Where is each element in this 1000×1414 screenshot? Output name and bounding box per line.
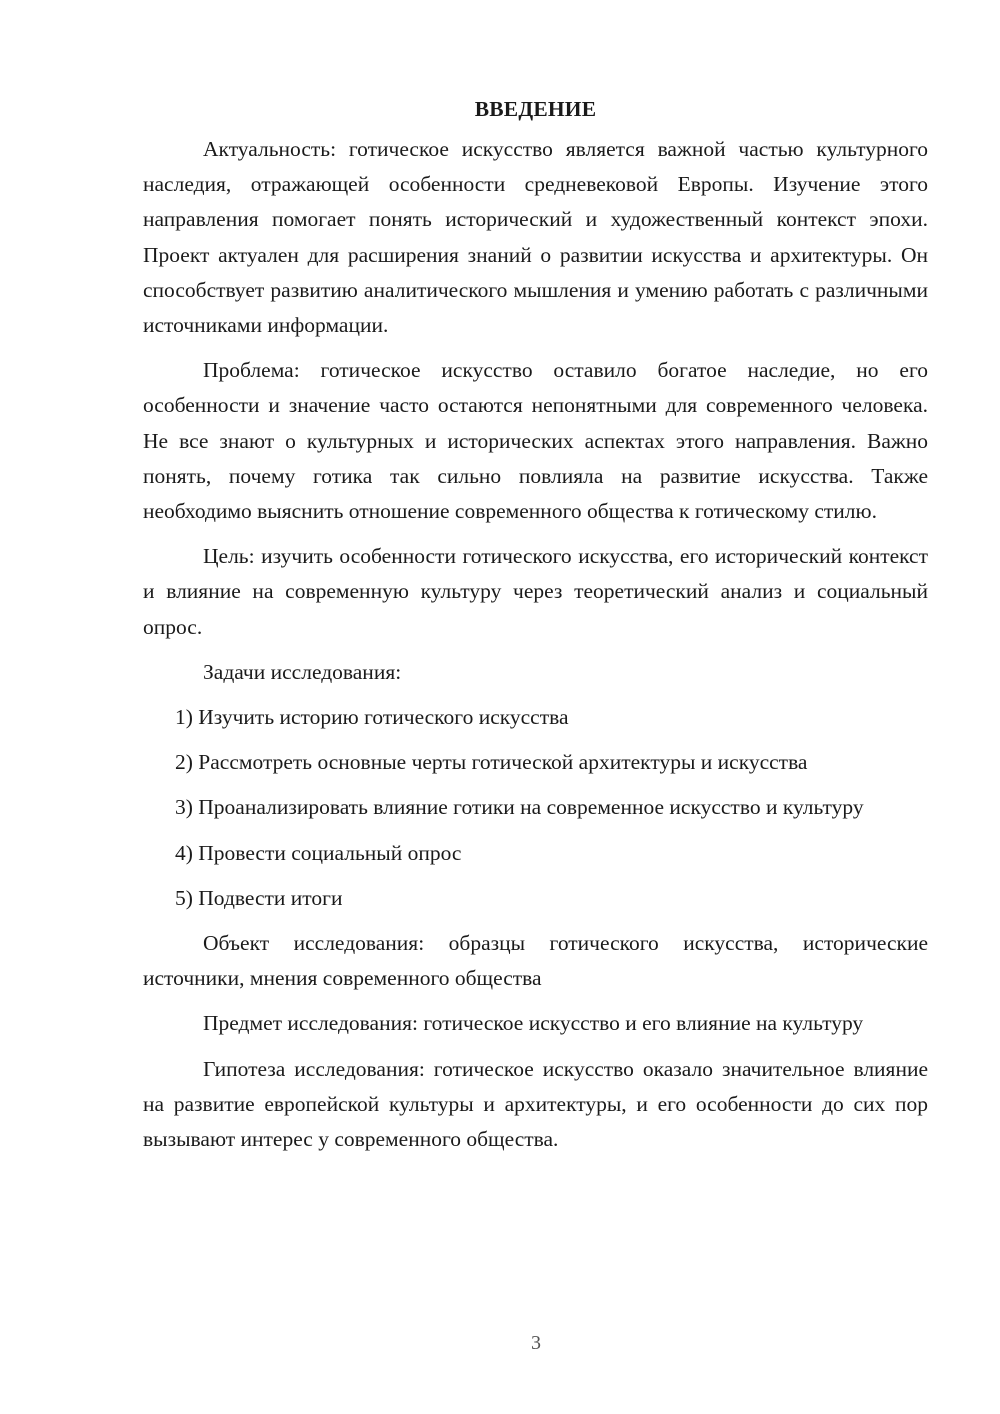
goal-paragraph: Цель: изучить особенности готического искусства, его исторический контекст и влияние на современную культуру через теоретический анализ и социальный опрос.	[143, 544, 928, 639]
subject-paragraph: Предмет исследования: готическое искусство и его влияние на культуру	[203, 1011, 864, 1036]
section-heading: ВВЕДЕНИЕ	[474, 97, 597, 121]
problem-paragraph: Проблема: готическое искусство оставило богатое наследие, но его особенности и значение часто остаются непонятными для современного человека. Не все знают о культурных и исторических аспектах этого направления. Важно понять, почему готика так сильно повлияла на развитие искусства. Также необходимо выяснить отношение современного общества к готическому стилю.	[143, 358, 928, 524]
page-number: 3	[531, 1332, 541, 1354]
list-item: 3) Проанализировать влияние готики на современное искусство и культуру	[175, 795, 864, 820]
list-item: 2) Рассмотреть основные черты готической архитектуры и искусства	[175, 750, 808, 775]
list-item: 1) Изучить историю готического искусства	[175, 705, 569, 730]
object-paragraph: Объект исследования: образцы готического искусства, исторические источники, мнения современного общества	[143, 931, 928, 991]
relevance-paragraph: Актуальность: готическое искусство является важной частью культурного наследия, отражающей особенности средневековой Европы. Изучение этого направления помогает понять исторический и художественный контекст эпохи. Проект актуален для расширения знаний о развитии искусства и архитектуры. Он способствует развитию аналитического мышления и умению работать с различными источниками информации.	[143, 137, 928, 338]
hypothesis-paragraph: Гипотеза исследования: готическое искусство оказало значительное влияние на развитие европейской культуры и архитектуры, и его особенности до сих пор вызывают интерес у современного общества.	[143, 1056, 928, 1152]
tasks-list	[143, 700, 928, 916]
list-item: 4) Провести социальный опрос	[175, 840, 462, 865]
tasks-heading: Задачи исследования:	[203, 659, 402, 684]
document-page	[143, 92, 928, 1167]
list-item: 5) Подвести итоги	[175, 885, 343, 910]
